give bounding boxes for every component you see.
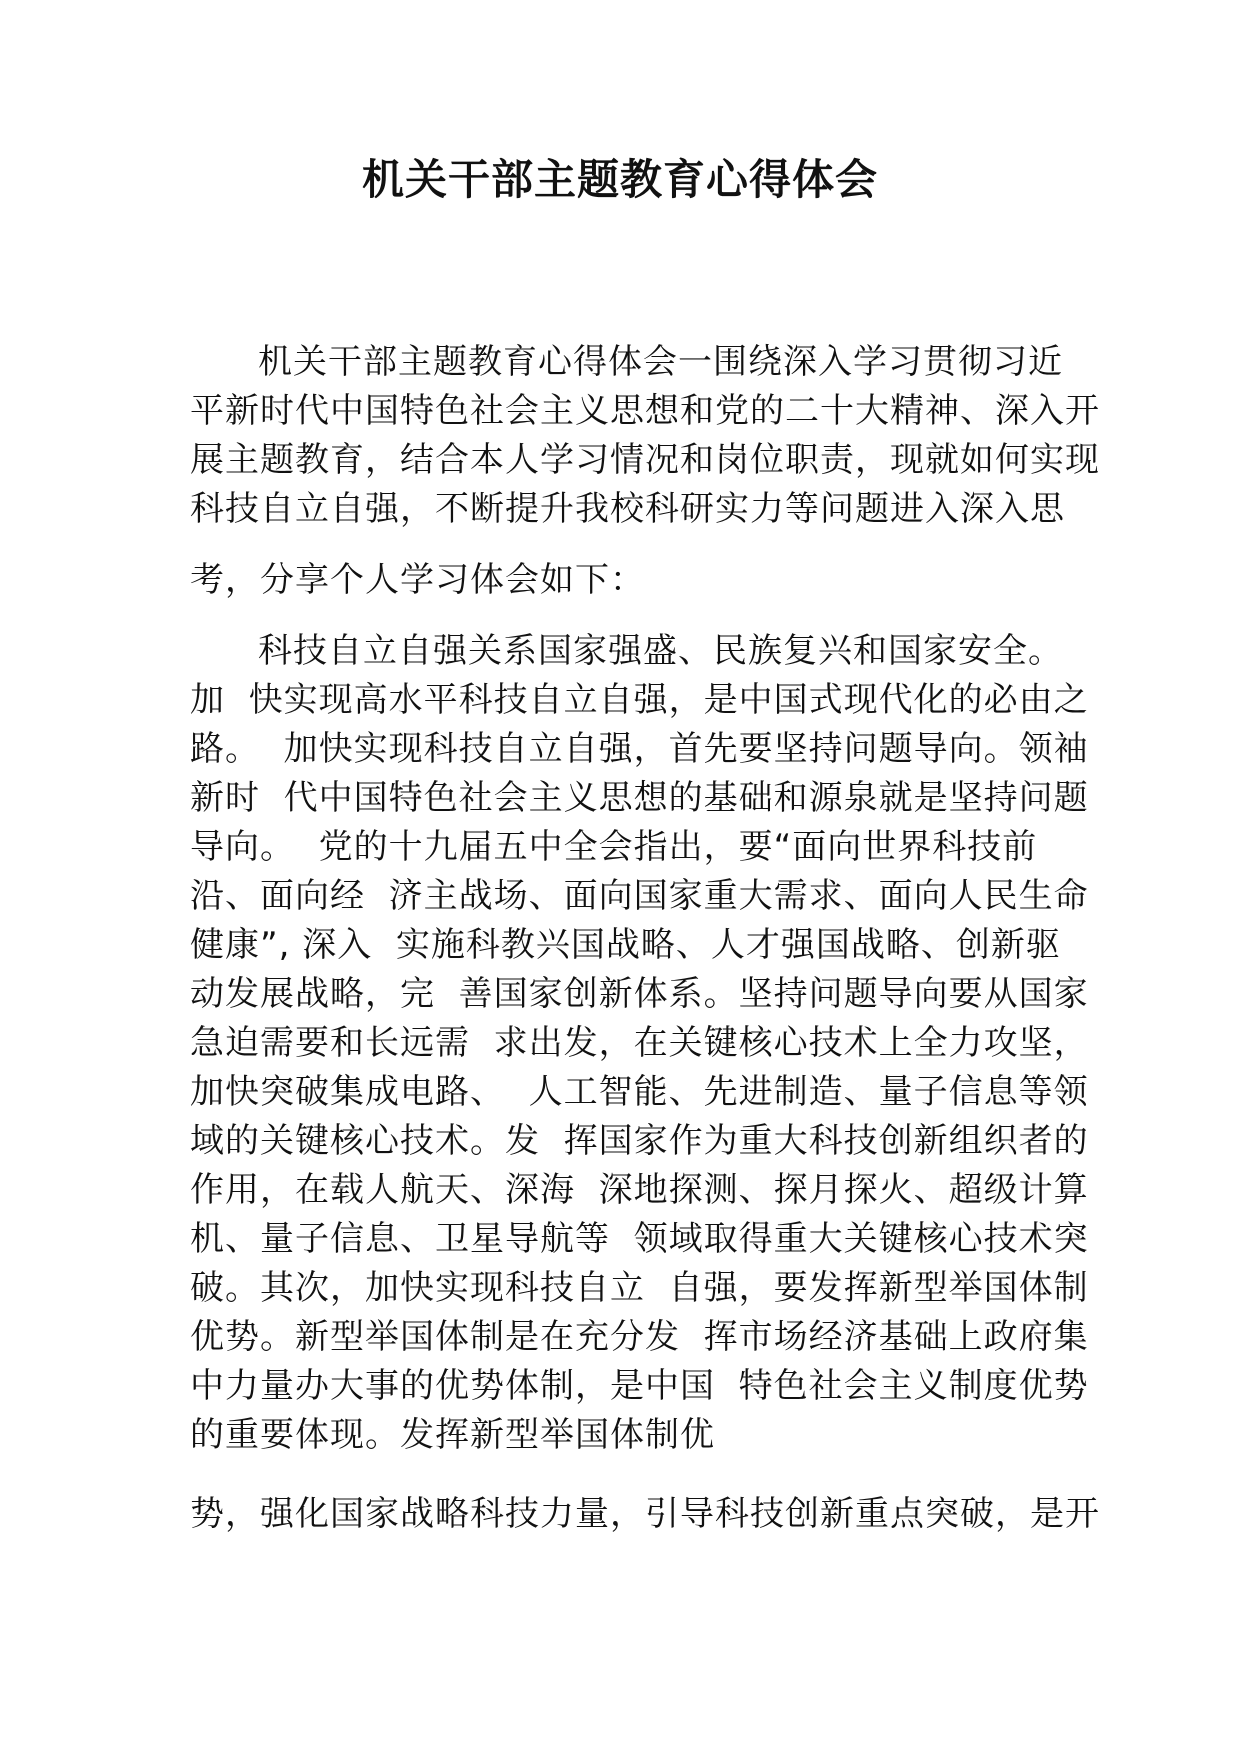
paragraph-1 <box>190 338 1100 605</box>
document-body <box>190 338 1100 1539</box>
paragraph-line: 动发展战略，完 善国家创新体系。坚持问题导向要从国家 <box>190 974 1089 1014</box>
document-title: 机关干部主题教育心得体会 <box>361 155 878 204</box>
paragraph-gap <box>190 1460 1070 1490</box>
paragraph-2 <box>190 627 1089 1460</box>
paragraph-line: 导向。 党的十九届五中全会指出，要“面向世界科技前 <box>190 827 1038 867</box>
paragraph-line: 作用，在载人航天、深海 深地探测、探月探火、超级计算 <box>190 1170 1089 1210</box>
paragraph-line: 加 快实现高水平科技自立自强，是中国式现代化的必由之 <box>190 680 1089 720</box>
paragraph-line: 急迫需要和长远需 求出发，在关键核心技术上全力攻坚， <box>190 1023 1089 1063</box>
paragraph-line: 机关干部主题教育心得体会一围绕深入学习贯彻习近 <box>258 342 1063 382</box>
paragraph-line: 新时 代中国特色社会主义思想的基础和源泉就是坚持问题 <box>190 778 1089 818</box>
line-gap <box>190 534 1070 556</box>
paragraph-line: 考，分享个人学习体会如下： <box>190 560 645 600</box>
paragraph-line: 机、量子信息、卫星导航等 领域取得重大关键核心技术突 <box>190 1219 1089 1259</box>
paragraph-line: 科技自立自强，不断提升我校科研实力等问题进入深入思 <box>190 489 1065 529</box>
paragraph-line: 平新时代中国特色社会主义思想和党的二十大精神、深入开 <box>190 391 1100 431</box>
paragraph-line: 优势。新型举国体制是在充分发 挥市场经济基础上政府集 <box>190 1317 1089 1357</box>
paragraph-line: 势，强化国家战略科技力量，引导科技创新重点突破，是开 <box>190 1494 1100 1534</box>
paragraph-line: 破。其次，加快实现科技自立 自强，要发挥新型举国体制 <box>190 1268 1089 1308</box>
paragraph-line: 健康”, 深入 实施科教兴国战略、人才强国战略、创新驱 <box>190 925 1061 965</box>
paragraph-line: 中力量办大事的优势体制，是中国 特色社会主义制度优势 <box>190 1366 1089 1406</box>
paragraph-line: 科技自立自强关系国家强盛、民族复兴和国家安全。 <box>258 631 1063 671</box>
paragraph-line: 路。 加快实现科技自立自强，首先要坚持问题导向。领袖 <box>190 729 1089 769</box>
paragraph-line: 加快突破集成电路、 人工智能、先进制造、量子信息等领 <box>190 1072 1089 1112</box>
paragraph-3 <box>190 1490 1100 1539</box>
paragraph-line: 沿、面向经 济主战场、面向国家重大需求、面向人民生命 <box>190 876 1089 916</box>
paragraph-line: 的重要体现。发挥新型举国体制优 <box>190 1415 715 1455</box>
paragraph-gap <box>190 605 1070 627</box>
paragraph-line: 展主题教育，结合本人学习情况和岗位职责，现就如何实现 <box>190 440 1100 480</box>
paragraph-line: 域的关键核心技术。发 挥国家作为重大科技创新组织者的 <box>190 1121 1089 1161</box>
